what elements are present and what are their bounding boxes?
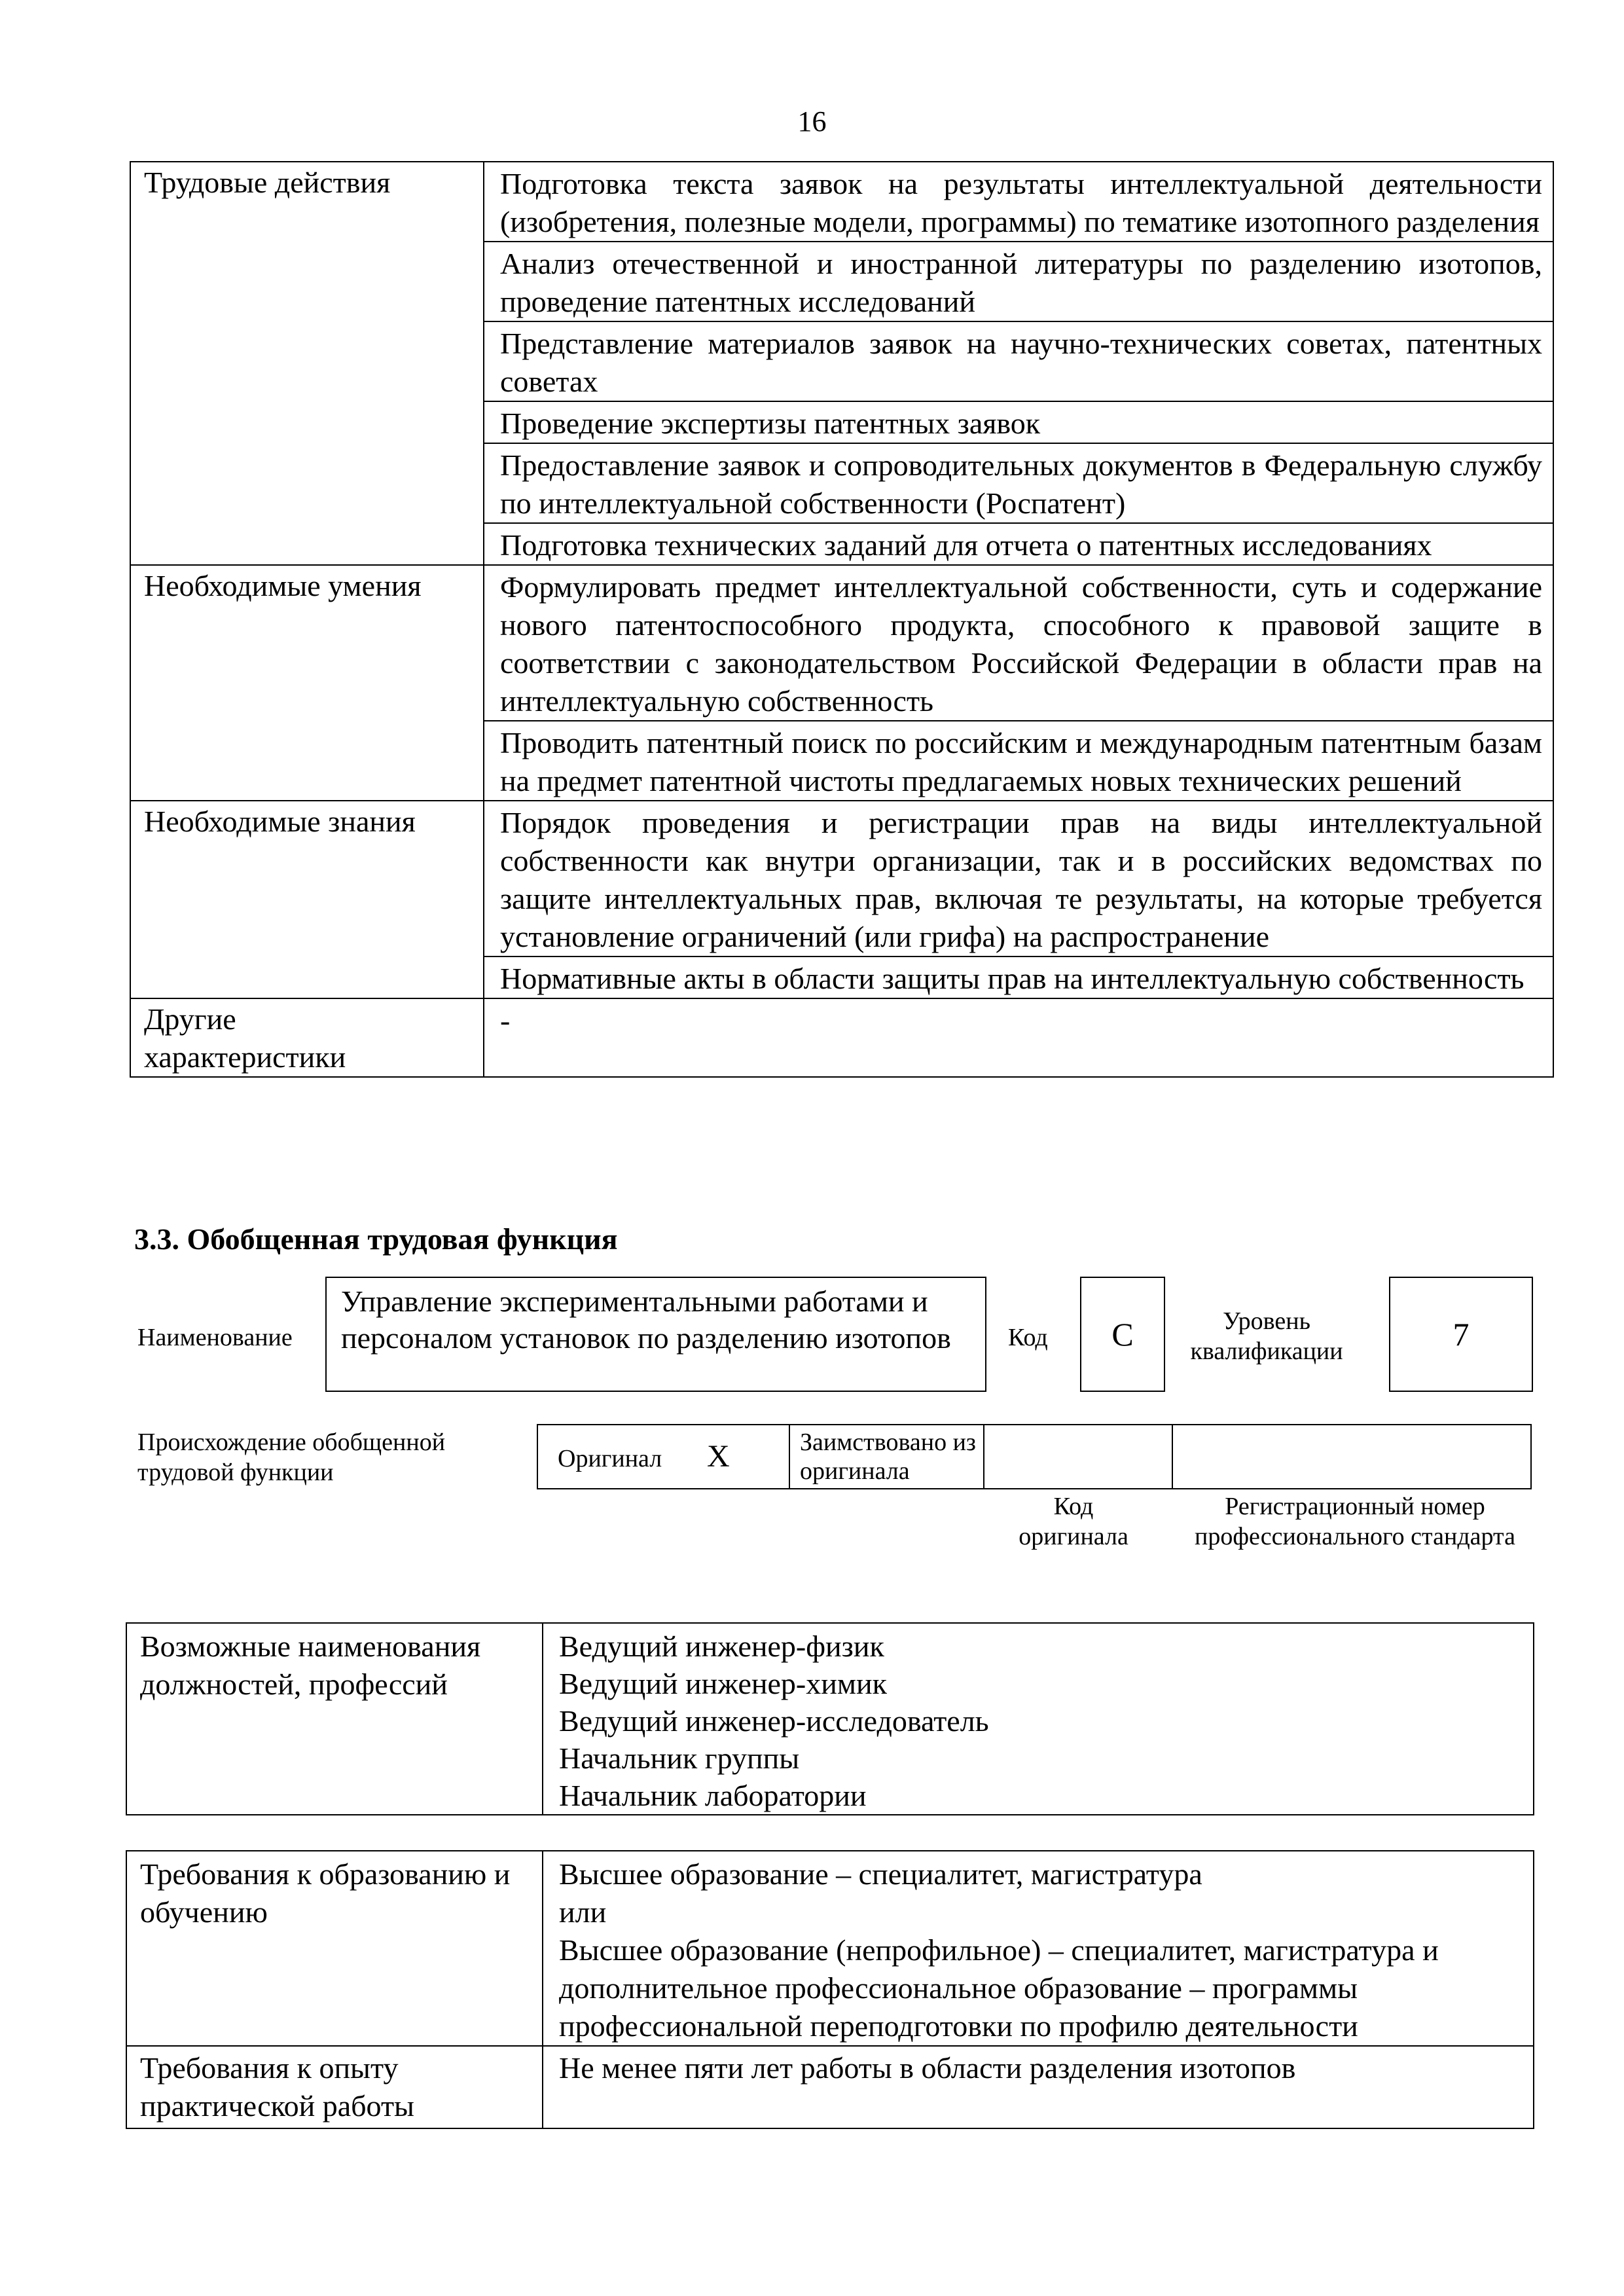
- positions-table: [126, 1622, 1534, 1815]
- row-label: Необходимые знания: [144, 805, 416, 838]
- function-name: Управление экспериментальными работами и персоналом установок по разделению изотопов: [341, 1285, 951, 1355]
- experience-label-cell: [126, 2046, 543, 2128]
- code-original-caption: Код оригинала: [1019, 1493, 1128, 1550]
- row-label: Другие характеристики: [144, 1002, 346, 1074]
- row-label-cell: [130, 565, 484, 801]
- positions-label: Возможные наименования должностей, профессий: [140, 1630, 481, 1701]
- row-label-cell: [130, 998, 484, 1077]
- item-text: Проводить патентный поиск по российским и международным патентным базам на предмет патентной чистоты предлагаемых новых технических решений: [500, 726, 1542, 797]
- level-box: [1389, 1277, 1533, 1392]
- item-text: Формулировать предмет интеллектуальной собственности, суть и содержание нового патентоспособного продукта, способного к правовой защите в соответствии с законодательством Российской Федерации в области прав на интеллектуальную собственность: [500, 570, 1542, 718]
- row-label-cell: [130, 801, 484, 998]
- divider: [1172, 1425, 1173, 1488]
- experience-value: Не менее пяти лет работы в области разделения изотопов: [559, 2051, 1296, 2085]
- code-value: C: [1111, 1316, 1134, 1353]
- experience-label: Требования к опыту практической работы: [140, 2051, 414, 2123]
- row-label: Необходимые умения: [144, 569, 422, 602]
- item-text: Представление материалов заявок на научно-технических советах, патентных советах: [500, 327, 1542, 398]
- item-text: Анализ отечественной и иностранной литературы по разделению изотопов, проведение патентных исследований: [500, 247, 1542, 318]
- education-label-cell: [126, 1851, 543, 2046]
- row-label-cell: [130, 162, 484, 565]
- level-label: Уровень квалификации: [1190, 1307, 1343, 1365]
- table-cell: [484, 721, 1553, 801]
- origin-box: [537, 1424, 1532, 1489]
- function-name-box: [325, 1277, 986, 1392]
- original-label: Оригинал: [558, 1445, 662, 1472]
- table-cell: [484, 523, 1553, 565]
- section-title: 3.3. Обобщенная трудовая функция: [134, 1222, 618, 1256]
- divider: [983, 1425, 984, 1488]
- reg-number-caption: Регистрационный номер профессионального стандарта: [1195, 1493, 1515, 1550]
- education-cell: [543, 1851, 1534, 2046]
- table-cell: [484, 162, 1553, 242]
- page-number: 16: [797, 105, 827, 137]
- divider: [789, 1425, 790, 1488]
- list-item: Ведущий инженер-физик: [559, 1630, 884, 1663]
- education-line: Высшее образование – специалитет, магистратура: [559, 1857, 1202, 1891]
- table-cell: [484, 957, 1553, 998]
- table-cell: [484, 242, 1553, 321]
- requirements-table: [126, 1850, 1534, 2129]
- list-item: Ведущий инженер-исследователь: [559, 1704, 989, 1738]
- positions-label-cell: [126, 1623, 543, 1815]
- table-cell: [484, 401, 1553, 443]
- row-label: Трудовые действия: [144, 166, 391, 199]
- experience-cell: [543, 2046, 1534, 2128]
- table-cell: [484, 321, 1553, 401]
- name-label: Наименование: [137, 1324, 293, 1351]
- item-text: Нормативные акты в области защиты прав на интеллектуальную собственность: [500, 962, 1525, 995]
- list-item: Начальник лаборатории: [559, 1779, 867, 1812]
- positions-list-cell: [543, 1623, 1534, 1815]
- item-text: Подготовка технических заданий для отчета о патентных исследованиях: [500, 528, 1432, 562]
- code-label: Код: [1008, 1324, 1048, 1351]
- table-cell: [484, 565, 1553, 721]
- education-line: или: [559, 1895, 607, 1929]
- item-text: Предоставление заявок и сопроводительных документов в Федеральную службу по интеллектуальной собственности (Роспатент): [500, 448, 1542, 520]
- level-value: 7: [1453, 1316, 1470, 1353]
- borrowed-label: Заимствовано из оригинала: [800, 1429, 976, 1485]
- item-text: -: [500, 1004, 511, 1037]
- item-text: Подготовка текста заявок на результаты интеллектуальной деятельности (изобретения, полезные модели, программы) по тематике изотопного разделения: [500, 167, 1542, 238]
- item-text: Проведение экспертизы патентных заявок: [500, 407, 1041, 440]
- table-cell: [484, 801, 1553, 957]
- table-cell: [484, 443, 1553, 523]
- list-item: Начальник группы: [559, 1741, 800, 1775]
- original-mark: X: [707, 1439, 730, 1474]
- table-cell: [484, 998, 1553, 1077]
- labor-functions-table: [130, 161, 1554, 1078]
- list-item: Ведущий инженер-химик: [559, 1667, 887, 1700]
- education-line: Высшее образование (непрофильное) – специалитет, магистратура и дополнительное профессиональное образование – программы профессиональной переподготовки по профилю деятельности: [559, 1933, 1439, 2043]
- code-box: [1080, 1277, 1165, 1392]
- item-text: Порядок проведения и регистрации прав на виды интеллектуальной собственности как внутри организации, так и в российских ведомствах по защите интеллектуальных прав, включая те результаты, на которые требуется установление ограничений (или грифа) на распространение: [500, 806, 1542, 953]
- origin-label: Происхождение обобщенной трудовой функции: [137, 1429, 446, 1486]
- education-label: Требования к образованию и обучению: [140, 1857, 511, 1929]
